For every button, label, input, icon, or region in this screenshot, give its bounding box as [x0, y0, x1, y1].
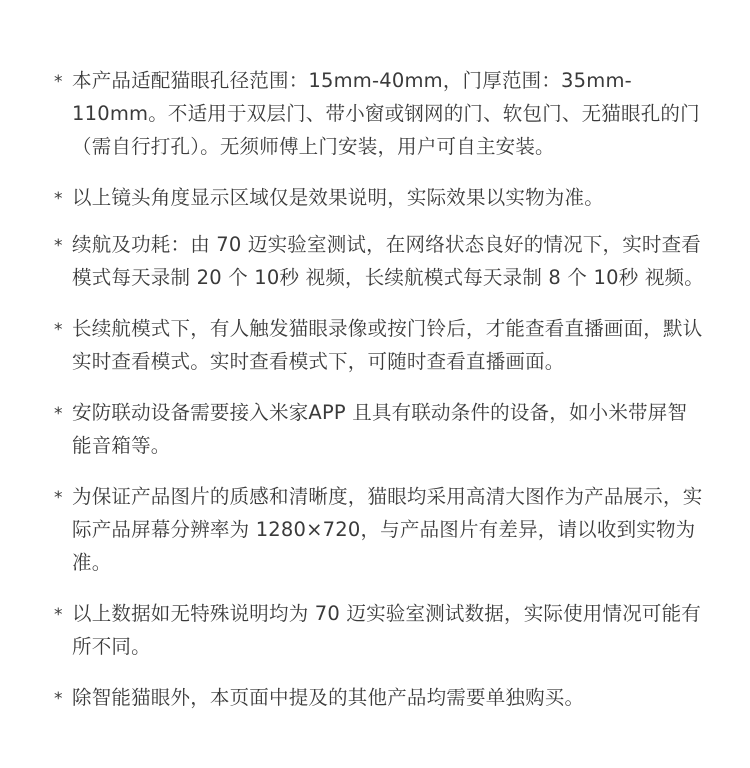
note-separate-purchase: 除智能猫眼外，本页面中提及的其他产品均需要单独购买。	[72, 686, 585, 709]
bullet-marker: *	[54, 320, 63, 340]
note-item	[54, 681, 704, 714]
note-item	[54, 181, 704, 214]
note-item	[54, 312, 704, 378]
bullet-marker: *	[54, 404, 63, 424]
note-item	[54, 597, 704, 663]
product-notes-list	[54, 64, 704, 732]
bullet-marker: *	[54, 689, 63, 709]
note-item	[54, 480, 704, 579]
note-item	[54, 64, 704, 163]
note-battery-life: 续航及功耗：由 70 迈实验室测试，在网络状态良好的情况下，实时查看模式每天录制 20 个 10秒 视频，长续航模式每天录制 8 个 10秒 视频。	[72, 233, 704, 289]
bullet-marker: *	[54, 72, 63, 92]
note-test-data: 以上数据如无特殊说明均为 70 迈实验室测试数据，实际使用情况可能有所不同。	[72, 602, 702, 658]
note-fit-range: 本产品适配猫眼孔径范围：15mm-40mm，门厚范围：35mm-110mm。不适用于双层门、带小窗或钢网的门、软包门、无猫眼孔的门（需自行打孔）。无须师傅上门安装，用户可自主安装。	[72, 69, 700, 158]
note-long-battery-mode: 长续航模式下，有人触发猫眼录像或按门铃后，才能查看直播画面，默认实时查看模式。实时查看模式下，可随时查看直播画面。	[72, 317, 703, 373]
note-image-resolution: 为保证产品图片的质感和清晰度，猫眼均采用高清大图作为产品展示，实际产品屏幕分辨率为 1280×720，与产品图片有差异，请以收到实物为准。	[72, 485, 703, 574]
note-security-linkage: 安防联动设备需要接入米家APP 且具有联动条件的设备，如小米带屏智能音箱等。	[72, 401, 688, 457]
bullet-marker: *	[54, 488, 63, 508]
note-item	[54, 228, 704, 294]
note-lens-angle: 以上镜头角度显示区域仅是效果说明，实际效果以实物为准。	[72, 186, 604, 209]
bullet-marker: *	[54, 236, 63, 256]
bullet-marker: *	[54, 189, 63, 209]
note-item	[54, 396, 704, 462]
bullet-marker: *	[54, 605, 63, 625]
